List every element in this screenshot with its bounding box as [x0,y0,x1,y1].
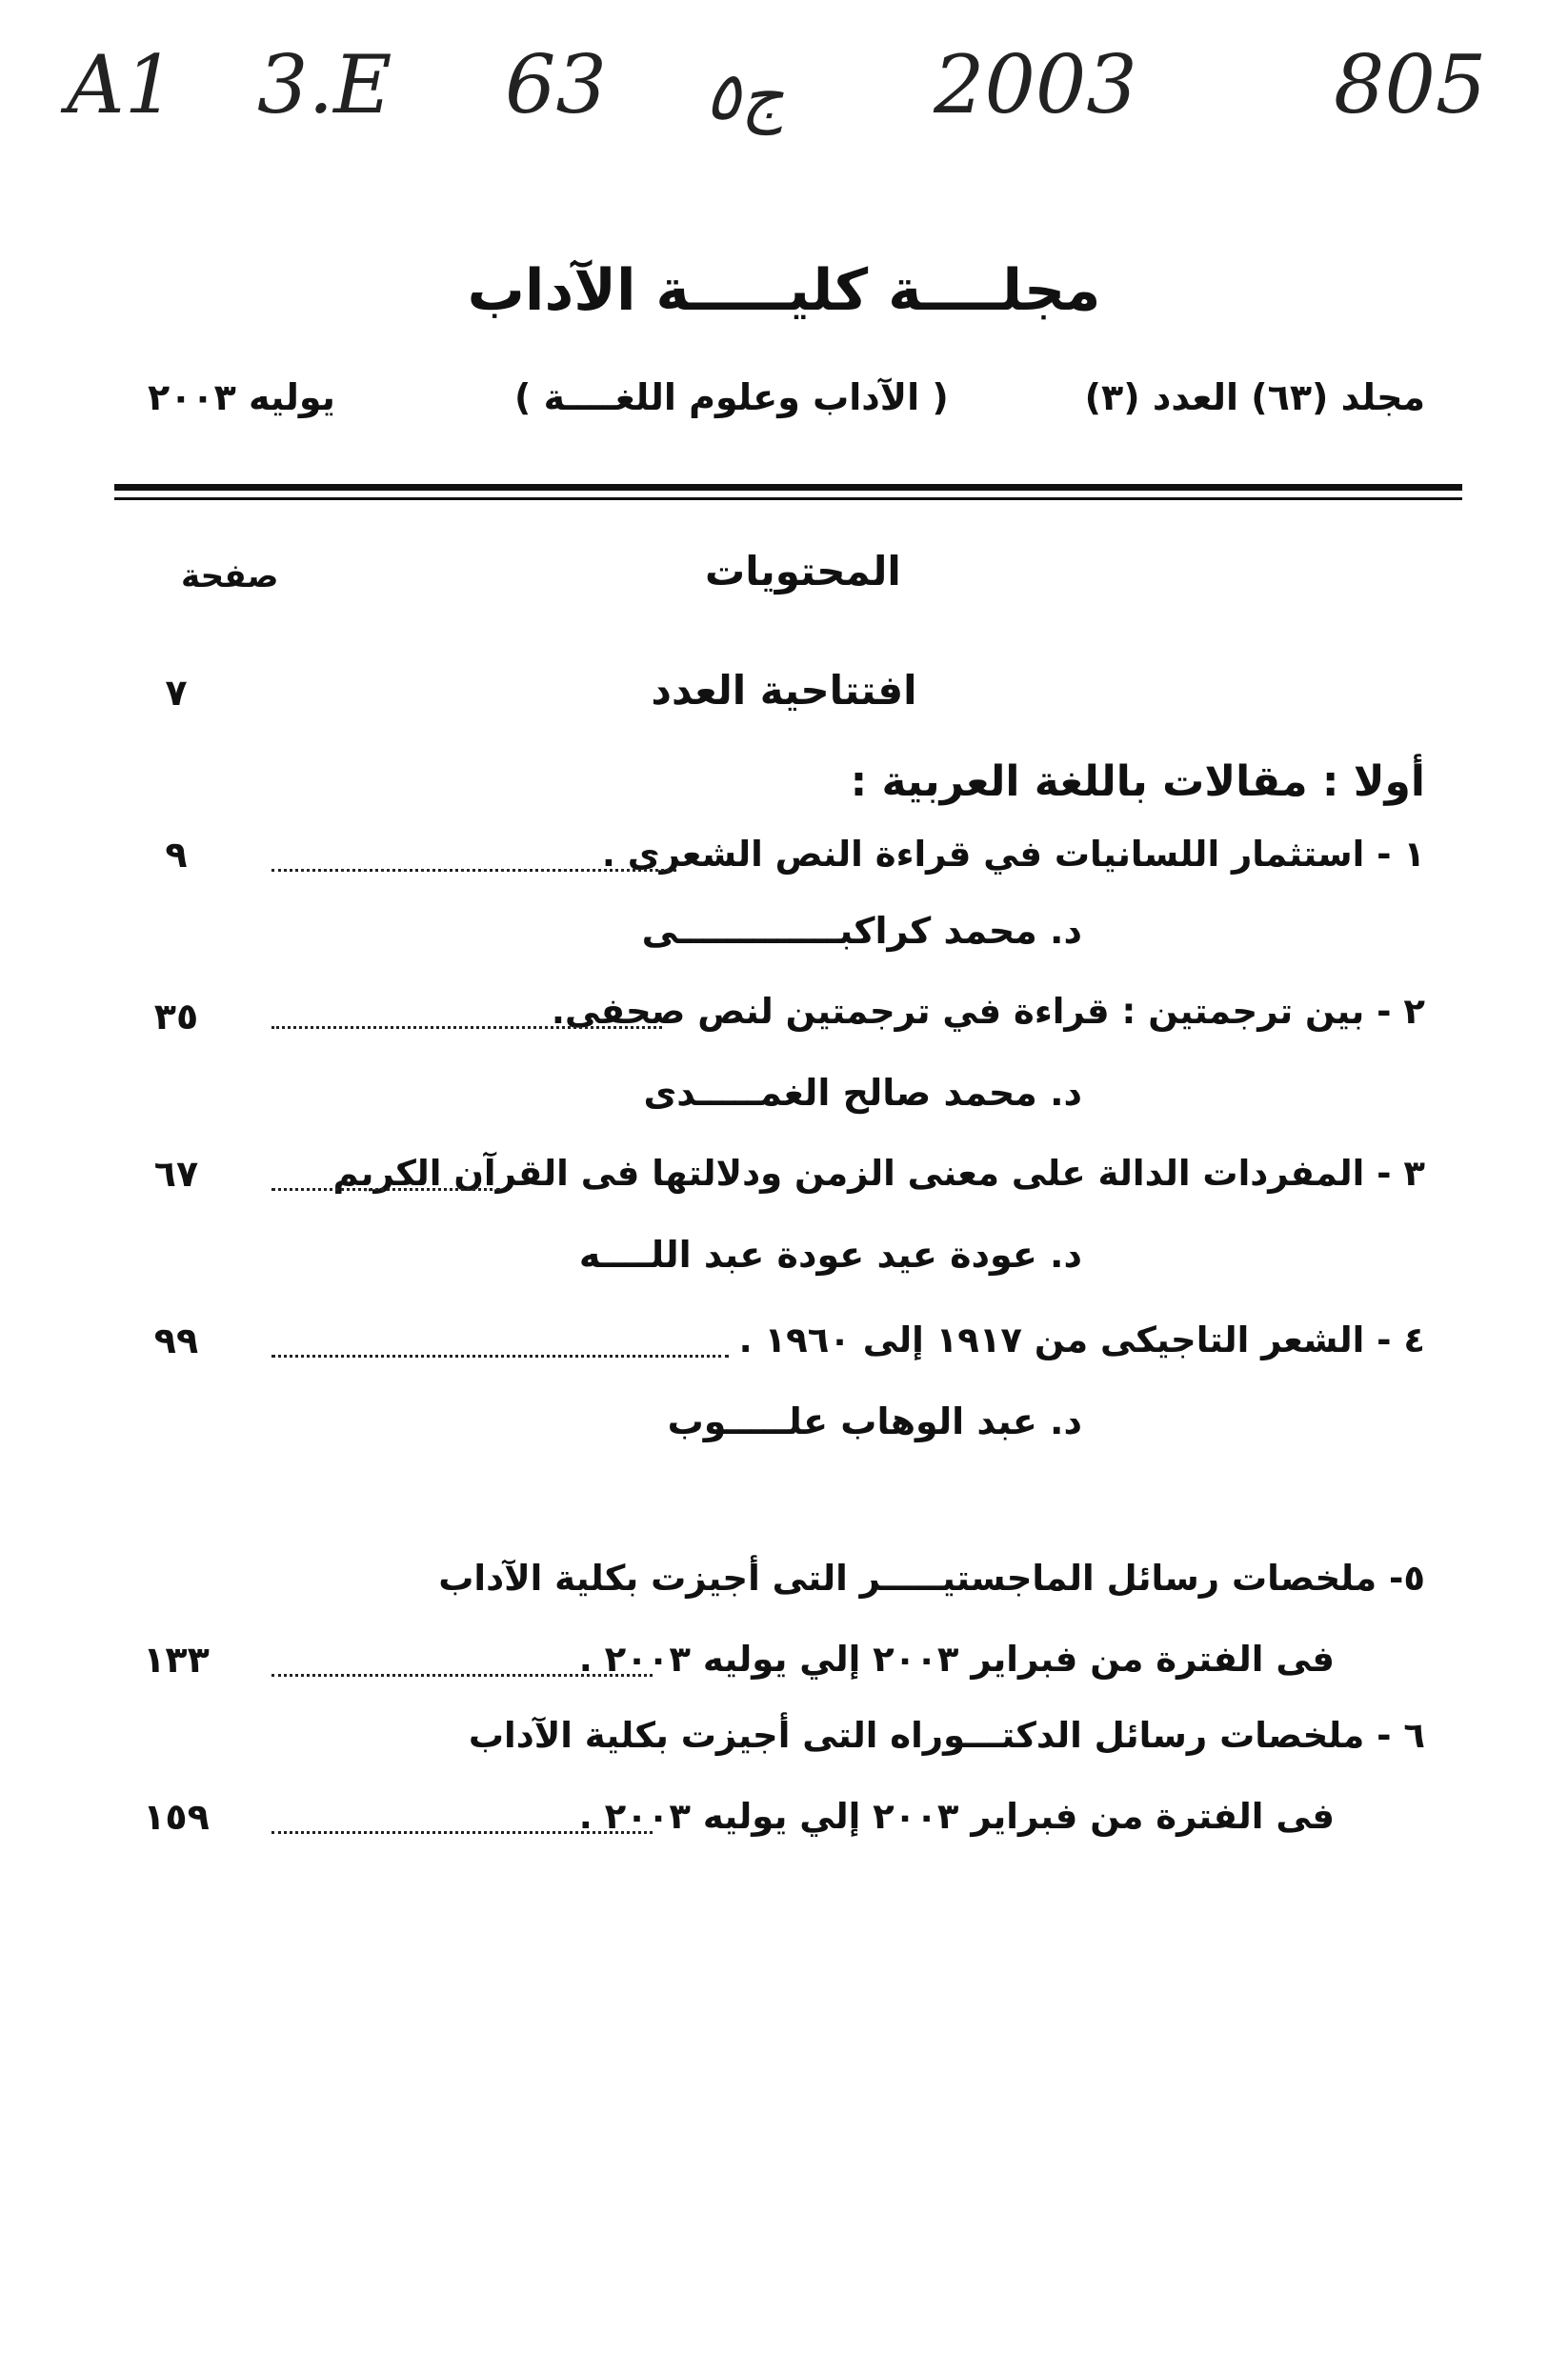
article-2-leader [271,1026,662,1029]
summary-5-leader [271,1674,653,1677]
journal-title: مجلــــة كليـــــة الآداب [467,257,1101,324]
handwritten-805: 805 [1334,38,1487,131]
summary-6-page: ١٥٩ [143,1796,210,1838]
contents-heading: المحتويات [705,548,901,594]
article-2-author: د. محمد صالح الغمـــــدى [643,1072,1082,1114]
header-rule-thin [114,497,1462,500]
volume-issue: مجلد (٦٣) العدد (٣) [1084,376,1425,418]
series-name: ( الآداب وعلوم اللغــــة ) [514,376,949,418]
article-4-title: ٤ - الشعر التاجيكى من ١٩١٧ إلى ١٩٦٠ . [738,1320,1425,1360]
page-column-heading: صفحة [181,557,279,595]
handwritten-3e: 3.E [257,38,392,131]
editorial-page: ٧ [165,672,188,714]
summary-6-leader [271,1831,653,1834]
article-1-leader [271,869,676,872]
handwritten-63: 63 [505,38,607,131]
handwritten-call-number [57,38,1524,181]
article-3-page: ٦٧ [153,1153,199,1195]
article-4-page: ٩٩ [153,1320,199,1361]
article-1-author: د. محمد كراكبـــــــــــــى [641,910,1082,952]
article-1-page: ٩ [165,834,188,876]
article-2-title: ٢ - بين ترجمتين : قراءة في ترجمتين لنص صحفى. [551,991,1425,1032]
summary-5-page: ١٣٣ [143,1639,210,1681]
summary-6-line1: ٦ - ملخصات رسائل الدكتـــوراه التى أجيزت بكلية الآداب [468,1715,1425,1756]
article-1-title: ١ - استثمار اللسانيات في قراءة النص الشعرى . [601,834,1425,875]
article-3-title: ٣ - المفردات الدالة على معنى الزمن ودلالتها فى القرآن الكريم [332,1153,1425,1194]
article-4-leader [271,1355,729,1358]
handwritten-year: 2003 [934,38,1137,131]
article-4-author: د. عبد الوهاب علـــــوب [667,1400,1082,1442]
summary-5-line2: فى الفترة من فبراير ٢٠٠٣ إلي يوليه ٢٠٠٣ . [578,1639,1335,1680]
issue-date: يوليه ٢٠٠٣ [148,376,335,418]
article-2-page: ٣٥ [153,996,199,1037]
handwritten-a1: A1 [67,38,176,131]
summary-5-line1: ٥- ملخصات رسائل الماجستيـــــر التى أجيزت بكلية الآداب [438,1558,1425,1599]
header-rule-thick [114,484,1462,491]
handwritten-volume: ج٥ [705,57,784,135]
article-3-author: د. عودة عيد عودة عبد اللــــه [578,1234,1082,1276]
editorial-title: افتتاحية العدد [651,667,917,714]
summary-6-line2: فى الفترة من فبراير ٢٠٠٣ إلي يوليه ٢٠٠٣ . [578,1796,1335,1837]
article-3-leader [271,1188,500,1191]
section-arabic-articles: أولا : مقالات باللغة العربية : [850,757,1425,806]
